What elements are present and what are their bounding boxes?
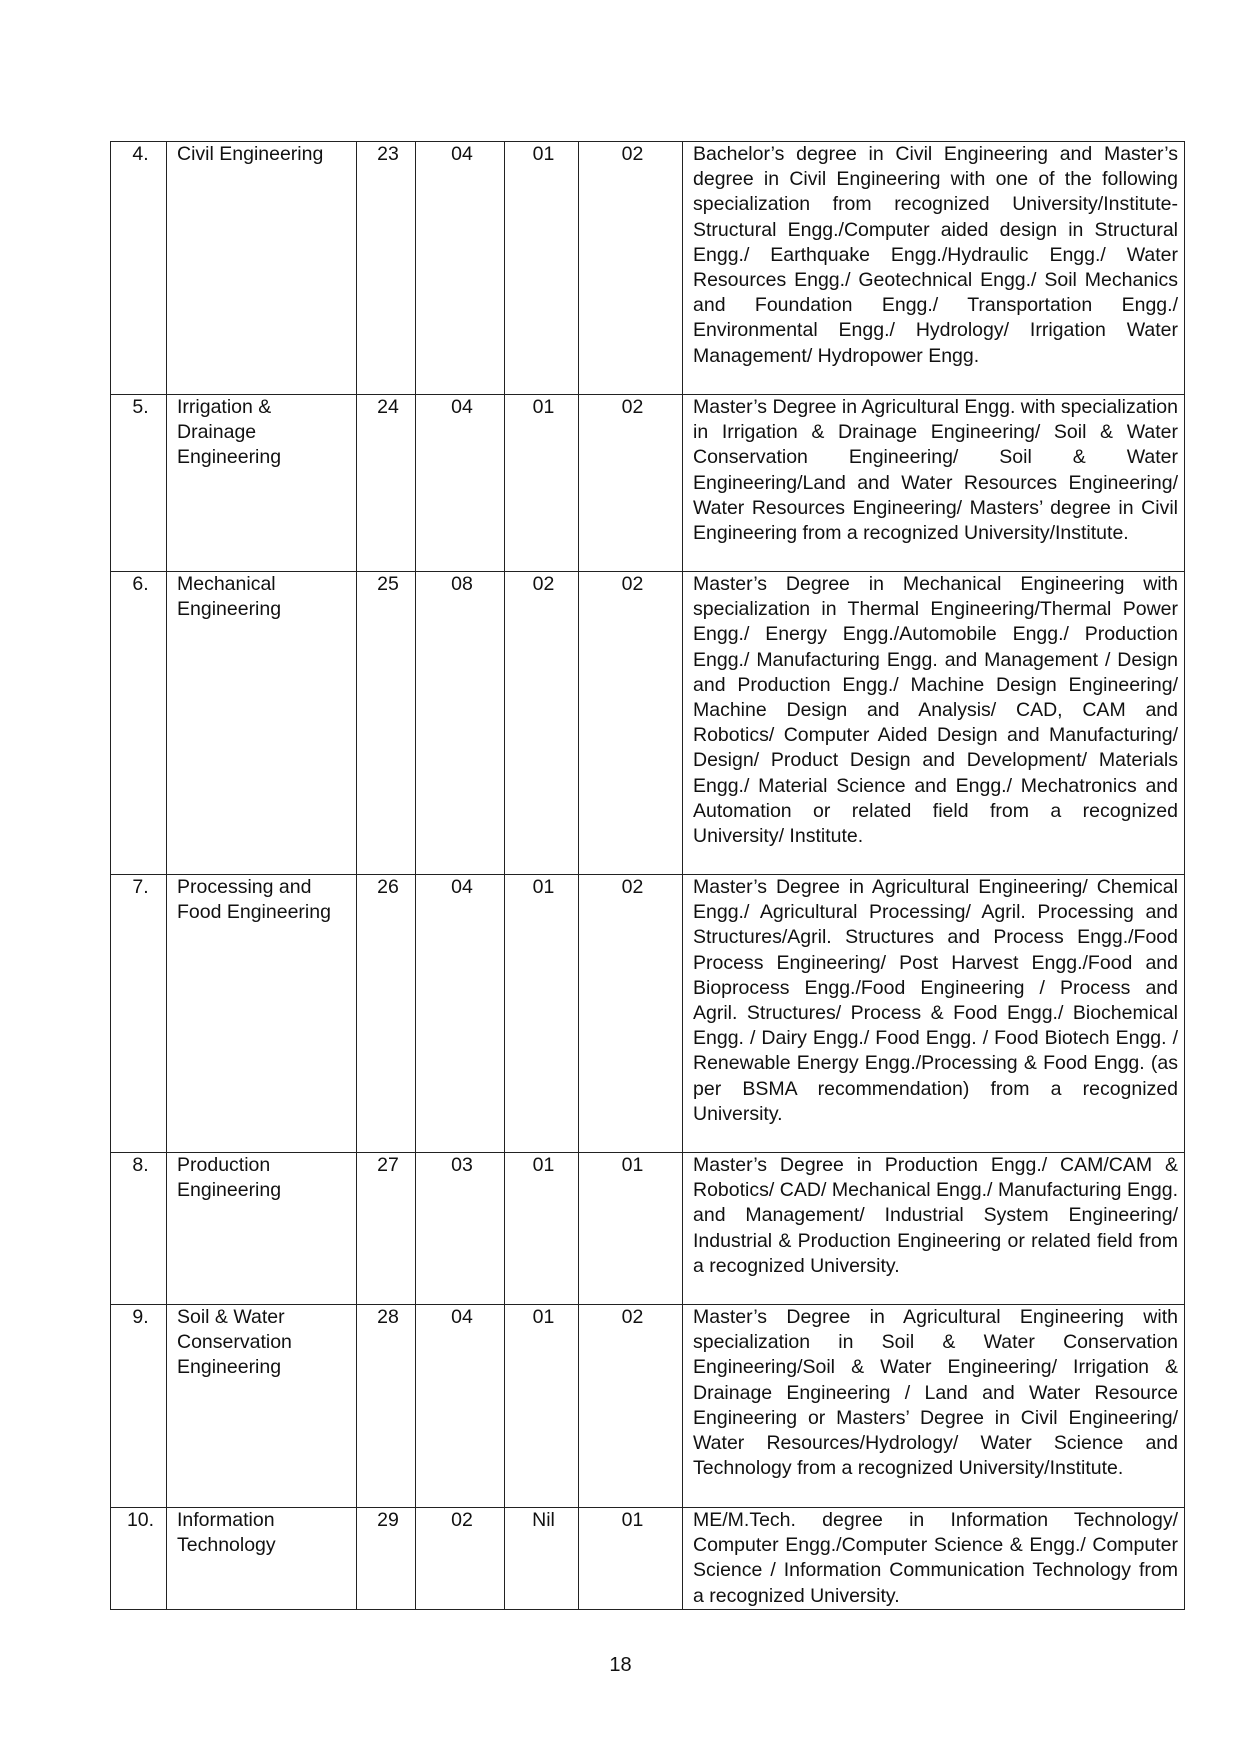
serial-number: 4. [111, 142, 167, 395]
count-column-4: 01 [505, 875, 579, 1153]
qualification-text: Master’s Degree in Production Engg./ CAM/CAM & Robotics/ CAD/ Mechanical Engg./ Manufacturing Engg. and Management/ Industrial System Engineering/ Industrial & Production Engineering or related field from a recognized University. [683, 1153, 1185, 1305]
count-column-3: 08 [416, 572, 505, 875]
qualification-text: Master’s Degree in Agricultural Engineering with specialization in Soil & Water Conservation Engineering/Soil & Water Engineering/ Irrigation & Drainage Engineering / Land and Water Resource Engineering or Masters’ Degree in Civil Engineering/ Water Resources/Hydrology/ Water Science and Technology from a recognized University/Institute. [683, 1305, 1185, 1508]
discipline-code: 26 [357, 875, 416, 1153]
count-column-5: 01 [579, 1508, 683, 1610]
qualification-text: Master’s Degree in Agricultural Engg. with specialization in Irrigation & Drainage Engineering/ Soil & Water Conservation Engineering/ Soil & Water Engineering/Land and Water Resources Engineering/ Water Resources Engineering/ Masters’ degree in Civil Engineering from a recognized University/Institute. [683, 395, 1185, 572]
discipline-name: Civil Engineering [167, 142, 357, 395]
posts-table [110, 141, 1185, 1610]
serial-number: 5. [111, 395, 167, 572]
count-column-4: 02 [505, 572, 579, 875]
discipline-name: Irrigation & Drainage Engineering [167, 395, 357, 572]
qualification-text: ME/M.Tech. degree in Information Technology/ Computer Engg./Computer Science & Engg./ Computer Science / Information Communication Technology from a recognized University. [683, 1508, 1185, 1610]
count-column-5: 02 [579, 875, 683, 1153]
serial-number: 10. [111, 1508, 167, 1610]
count-column-4: Nil [505, 1508, 579, 1610]
serial-number: 7. [111, 875, 167, 1153]
count-column-5: 02 [579, 142, 683, 395]
discipline-code: 29 [357, 1508, 416, 1610]
table-row [111, 1305, 1185, 1508]
discipline-name: Mechanical Engineering [167, 572, 357, 875]
count-column-3: 02 [416, 1508, 505, 1610]
table-row [111, 142, 1185, 395]
discipline-code: 28 [357, 1305, 416, 1508]
count-column-3: 03 [416, 1153, 505, 1305]
table-row [111, 572, 1185, 875]
count-column-3: 04 [416, 142, 505, 395]
count-column-3: 04 [416, 875, 505, 1153]
discipline-code: 23 [357, 142, 416, 395]
discipline-code: 24 [357, 395, 416, 572]
serial-number: 6. [111, 572, 167, 875]
count-column-4: 01 [505, 1305, 579, 1508]
count-column-4: 01 [505, 395, 579, 572]
count-column-5: 02 [579, 1305, 683, 1508]
count-column-5: 02 [579, 395, 683, 572]
qualification-text: Master’s Degree in Mechanical Engineering with specialization in Thermal Engineering/Thermal Power Engg./ Energy Engg./Automobile Engg./ Production Engg./ Manufacturing Engg. and Management / Design and Production Engg./ Machine Design Engineering/ Machine Design and Analysis/ CAD, CAM and Robotics/ Computer Aided Design and Manufacturing/ Design/ Product Design and Development/ Materials Engg./ Material Science and Engg./ Mechatronics and Automation or related field from a recognized University/ Institute. [683, 572, 1185, 875]
count-column-3: 04 [416, 395, 505, 572]
table-row [111, 875, 1185, 1153]
table-row [111, 395, 1185, 572]
discipline-name: Processing and Food Engineering [167, 875, 357, 1153]
count-column-5: 02 [579, 572, 683, 875]
qualification-text: Master’s Degree in Agricultural Engineering/ Chemical Engg./ Agricultural Processing/ Agril. Processing and Structures/Agril. Structures and Process Engg./Food Process Engineering/ Post Harvest Engg./Food and Bioprocess Engg./Food Engineering / Process and Agril. Structures/ Process & Food Engg./ Biochemical Engg. / Dairy Engg./ Food Engg. / Food Biotech Engg. / Renewable Energy Engg./Processing & Food Engg. (as per BSMA recommendation) from a recognized University. [683, 875, 1185, 1153]
discipline-code: 25 [357, 572, 416, 875]
table-row [111, 1508, 1185, 1610]
count-column-5: 01 [579, 1153, 683, 1305]
discipline-name: Information Technology [167, 1508, 357, 1610]
serial-number: 9. [111, 1305, 167, 1508]
table-row [111, 1153, 1185, 1305]
count-column-4: 01 [505, 1153, 579, 1305]
serial-number: 8. [111, 1153, 167, 1305]
discipline-code: 27 [357, 1153, 416, 1305]
count-column-4: 01 [505, 142, 579, 395]
count-column-3: 04 [416, 1305, 505, 1508]
qualification-text: Bachelor’s degree in Civil Engineering and Master’s degree in Civil Engineering with one of the following specialization from recognized University/Institute- Structural Engg./Computer aided design in Structural Engg./ Earthquake Engg./Hydraulic Engg./ Water Resources Engg./ Geotechnical Engg./ Soil Mechanics and Foundation Engg./ Transportation Engg./ Environmental Engg./ Hydrology/ Irrigation Water Management/ Hydropower Engg. [683, 142, 1185, 395]
discipline-name: Production Engineering [167, 1153, 357, 1305]
discipline-name: Soil & Water Conservation Engineering [167, 1305, 357, 1508]
page-number: 18 [609, 1654, 632, 1676]
